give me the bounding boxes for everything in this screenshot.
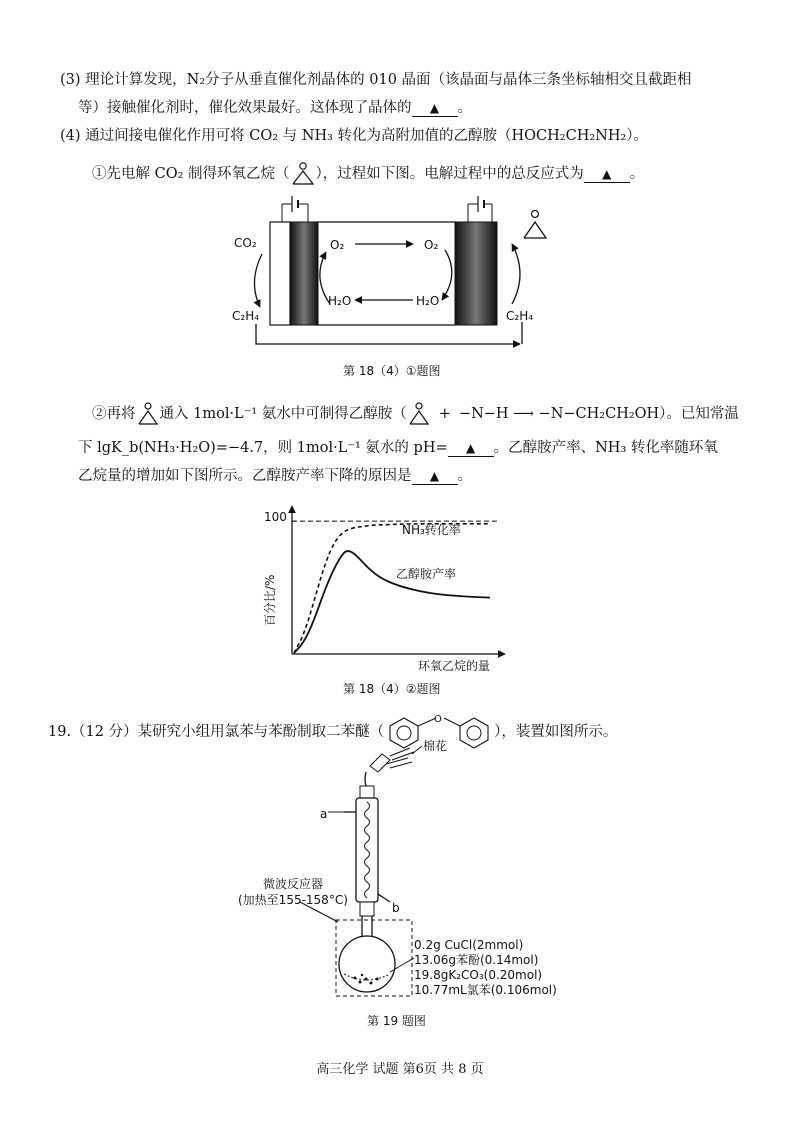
epoxide-icon <box>136 402 160 426</box>
reactor-label <box>238 876 348 908</box>
series-label-ethanolamine: 乙醇胺产率 <box>396 567 457 581</box>
right-power-source <box>468 196 492 222</box>
answer-blank[interactable] <box>412 100 458 117</box>
h2o-right-label: H₂O <box>416 294 440 308</box>
part2-line3-text: 乙烷量的增加如下图所示。乙醇胺产率下降的原因是 <box>78 468 412 484</box>
answer-blank[interactable] <box>412 468 458 485</box>
series-line-nh3-conversion <box>294 524 490 653</box>
q18-4-part2-line2 <box>78 438 718 458</box>
q18-3-line2 <box>78 98 472 118</box>
q18-3-line2-end: 。 <box>457 100 472 116</box>
reaction-equation: −N−H ⟶ −N−CH₂CH₂OH）。已知常温 <box>458 406 739 422</box>
part2-line2-end: 。乙醇胺产率、NH₃ 转化率随环氧 <box>493 440 718 456</box>
line-chart <box>250 498 510 678</box>
reagent-item: 19.8gK₂CO₃(0.20mol) <box>414 968 543 982</box>
cotton-label: 棉花 <box>423 739 448 753</box>
q18-3-line2-text: 等）接触催化剂时，催化效果最好。这体现了晶体的 <box>78 100 412 116</box>
q18-4-part2-line3 <box>78 466 472 486</box>
c2h4-right-label: C₂H₄ <box>506 309 534 323</box>
triangle-icon: ▲ <box>429 469 440 483</box>
reactor-label-line1: 微波反应器 <box>262 877 323 891</box>
q19-text-start: 19.（12 分）某研究小组用氯苯与苯酚制取二苯醚（ <box>48 724 385 740</box>
epoxide-icon <box>524 211 546 239</box>
left-power-source <box>282 196 308 222</box>
triangle-icon: ▲ <box>466 441 476 455</box>
o2-left-label: O₂ <box>330 238 345 252</box>
round-bottom-flask <box>339 936 395 992</box>
reagent-list <box>414 938 557 998</box>
electrolysis-diagram <box>230 192 560 357</box>
h2o-left-label: H₂O <box>328 294 352 308</box>
page-footer: 高三化学 试题 第6页 共 8 页 <box>316 1062 484 1077</box>
co2-label: CO₂ <box>234 236 257 250</box>
epoxide-icon <box>407 402 431 426</box>
triangle-icon: ▲ <box>429 101 440 115</box>
reagent-item: 10.77mL氯苯(0.106mol) <box>414 983 557 997</box>
inlet-a-label: a <box>320 807 328 821</box>
svg-text:O: O <box>434 714 442 725</box>
reagent-item: 13.06g苯酚(0.14mol) <box>414 953 539 967</box>
reagent-item: 0.2g CuCl(2mmol) <box>414 938 524 952</box>
fig2-caption: 第 18（4）②题图 <box>343 682 441 696</box>
part1-end: 。 <box>629 166 645 182</box>
o2-right-label: O₂ <box>424 238 439 252</box>
fig1-caption: 第 18（4）①题图 <box>343 364 441 378</box>
part1-mid: ），过程如下图。电解过程中的总反应式为 <box>315 166 584 182</box>
cotton-icon <box>386 748 414 768</box>
epoxide-icon <box>290 162 316 186</box>
left-electrode <box>290 222 318 325</box>
right-electrode <box>455 222 497 325</box>
part2-line3-end: 。 <box>457 468 472 484</box>
answer-blank[interactable] <box>584 166 630 183</box>
plus-sign: + <box>438 406 451 422</box>
part2-mid: 通入 1mol·L⁻¹ 氨水中可制得乙醇胺（ <box>159 406 407 422</box>
y-tick-100: 100 <box>264 510 287 524</box>
left-membrane <box>270 222 290 325</box>
outlet-b-label: b <box>392 901 400 915</box>
q18-4-part1 <box>92 162 644 186</box>
fig3-caption: 第 19 题图 <box>367 1014 426 1028</box>
c2h4-left-label: C₂H₄ <box>232 309 260 323</box>
q18-3-line1: (3) 理论计算发现，N₂分子从垂直催化剂晶体的 010 晶面（该晶面与晶体三条坐标轴相交且截距相 <box>60 72 692 88</box>
q19-text-end: ），装置如图所示。 <box>494 724 618 740</box>
q18-4-intro: (4) 通过间接电催化作用可将 CO₂ 与 NH₃ 转化为高附加值的乙醇胺（HOCH₂CH₂NH₂）。 <box>60 128 649 144</box>
reactor-label-line2: (加热至155-158°C) <box>238 893 348 907</box>
part2-text: ②再将 <box>92 406 136 422</box>
series-line-ethanolamine-yield <box>294 551 490 653</box>
series-label-nh3: NH₃转化率 <box>402 523 461 537</box>
y-axis-label: 百分比/% <box>263 574 277 626</box>
x-axis-label: 环氧乙烷的量 <box>418 659 491 673</box>
drying-tube <box>370 754 390 772</box>
q18-4-part2-line1 <box>92 402 739 426</box>
part1-text: ①先电解 CO₂ 制得环氧乙烷（ <box>92 166 290 182</box>
part2-line2-text: 下 lgK_b(NH₃·H₂O)=−4.7，则 1mol·L⁻¹ 氨水的 pH= <box>78 440 448 456</box>
answer-blank[interactable] <box>448 440 494 457</box>
triangle-icon: ▲ <box>602 167 612 181</box>
